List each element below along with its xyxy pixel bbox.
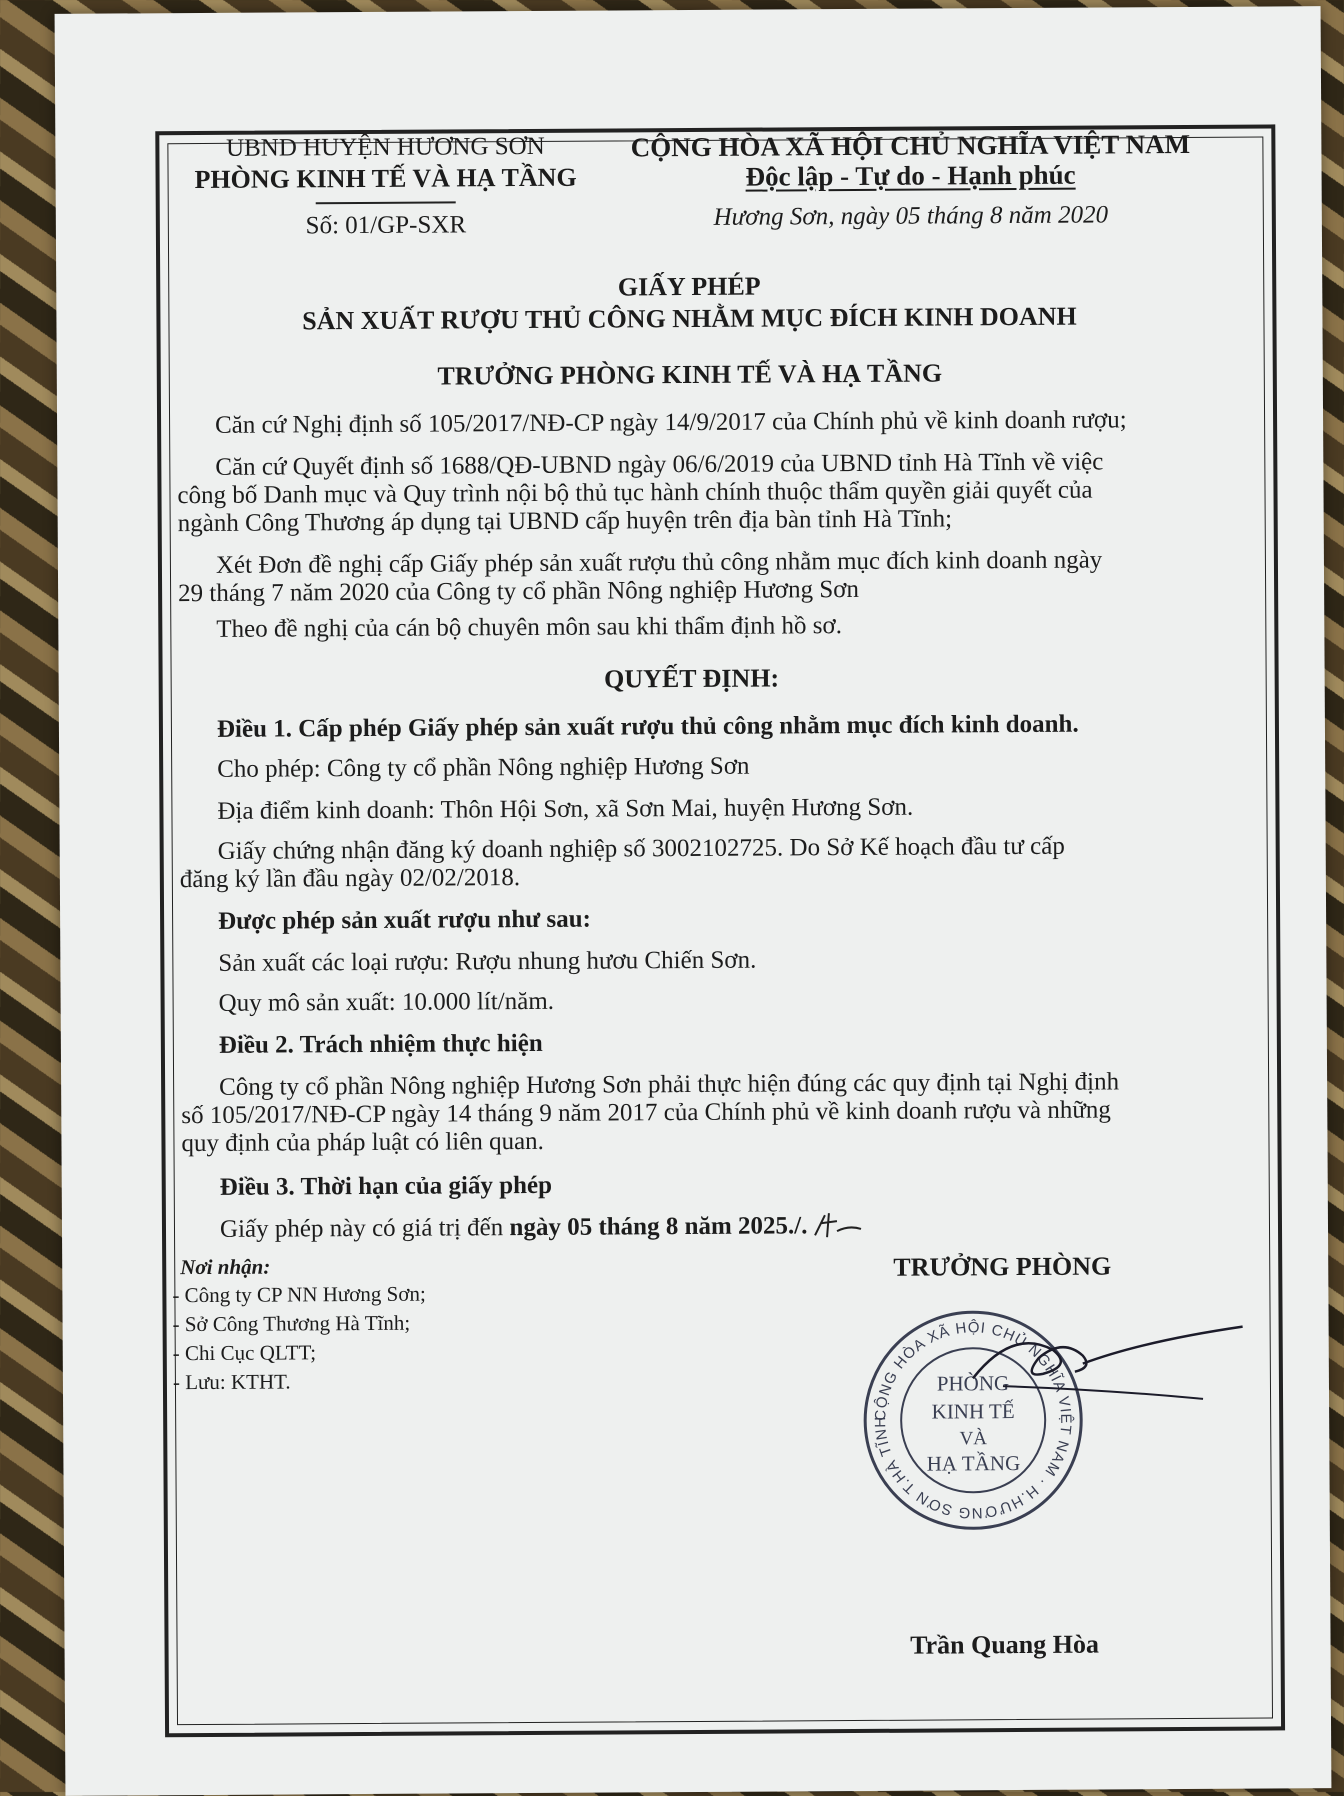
handwritten-signature (942, 1307, 1263, 1419)
article3-validity (220, 1209, 808, 1247)
recipient-item: - Sở Công Thương Hà Tĩnh; (172, 1310, 411, 1337)
preamble-proposal: Theo đề nghị của cán bộ chuyên môn sau khi thẩm định hồ sơ. (216, 612, 842, 643)
article3-heading: Điều 3. Thời hạn của giấy phép (219, 1171, 553, 1201)
article2-line2: số 105/2017/NĐ-CP ngày 14 tháng 9 năm 2017 của Chính phủ về kinh doanh rượu và những (181, 1096, 1111, 1130)
signer-name: Trần Quang Hòa (910, 1629, 1100, 1660)
stamp-ring-text: CỘNG HÒA XÃ HỘI CHỦ NGHĨA VIỆT NAM · H.HƯƠNG SƠN T.HÀ TĨNH (872, 1319, 1075, 1522)
recipient-item: - Công ty CP NN Hương Sơn; (172, 1281, 426, 1308)
validity-prefix: Giấy phép này có giá trị đến (219, 1214, 510, 1243)
article2-line1: Công ty cổ phần Nông nghiệp Hương Sơn phải thực hiện đúng các quy định tại Nghị định (219, 1068, 1120, 1101)
stamp-center-line4: HẠ TẦNG (926, 1451, 1021, 1476)
preamble-decree: Căn cứ Nghị định số 105/2017/NĐ-CP ngày 14/9/2017 của Chính phủ về kinh doanh rượu; (215, 406, 1127, 439)
decision-heading: QUYẾT ĐỊNH: (604, 663, 780, 694)
issue-date: Hương Sơn, ngày 05 tháng 8 năm 2020 (713, 201, 1109, 231)
preamble-application-line2: 29 tháng 7 năm 2020 của Công ty cổ phần Nông nghiệp Hương Sơn (178, 575, 860, 608)
article2-heading: Điều 2. Trách nhiệm thực hiện (218, 1029, 543, 1059)
agency-name: PHÒNG KINH TẾ VÀ HẠ TẦNG (194, 162, 577, 195)
article1-heading: Điều 1. Cấp phép Giấy phép sản xuất rượu thủ công nhằm mục đích kinh doanh. (216, 710, 1079, 743)
article1-cert-line1: Giấy chứng nhận đăng ký doanh nghiệp số 3002102725. Do Sở Kế hoạch đầu tư cấp (217, 832, 1065, 865)
article1-scale: Quy mô sản xuất: 10.000 lít/năm. (218, 987, 555, 1017)
stamp-center-line1: PHÒNG (936, 1371, 1010, 1396)
article1-location: Địa điểm kinh doanh: Thôn Hội Sơn, xã Sơn Mai, huyện Hương Sơn. (217, 793, 914, 825)
recipients-heading: Nơi nhận: (180, 1254, 271, 1280)
national-title: CỘNG HÒA XÃ HỘI CHỦ NGHĨA VIỆT NAM (630, 128, 1191, 163)
document-subtitle: SẢN XUẤT RƯỢU THỦ CÔNG NHẰM MỤC ĐÍCH KINH DOANH (302, 301, 1077, 336)
article1-cert-line2: đăng ký lần đầu ngày 02/02/2018. (179, 864, 521, 894)
article2-line3: quy định của pháp luật có liên quan. (181, 1127, 544, 1158)
preamble-decision-line1: Căn cứ Quyết định số 1688/QĐ-UBND ngày 06/6/2019 của UBND tỉnh Hà Tĩnh về việc (215, 448, 1104, 481)
preamble-decision-line2: công bố Danh mục và Quy trình nội bộ thủ tục hành chính thuộc thẩm quyền giải quyết của (177, 476, 1093, 510)
preamble-decision-line3: ngành Công Thương áp dụng tại UBND cấp huyện trên địa bàn tỉnh Hà Tĩnh; (177, 505, 953, 538)
stamp-center-line2: KINH TẾ (931, 1399, 1015, 1424)
document-number: Số: 01/GP-SXR (305, 211, 467, 240)
validity-date: ngày 05 tháng 8 năm 2025 (509, 1212, 789, 1242)
national-motto: Độc lập - Tự do - Hạnh phúc (745, 159, 1076, 192)
article1-subheading: Được phép sản xuất rượu như sau: (218, 905, 591, 935)
document-title: GIẤY PHÉP (617, 271, 761, 302)
recipient-item: - Lưu: KTHT. (172, 1369, 291, 1395)
validity-suffix: ./. (787, 1212, 808, 1240)
recipient-item: - Chi Cục QLTT; (172, 1340, 317, 1366)
initials-mark (807, 1209, 867, 1243)
document-paper (55, 6, 1332, 1796)
agency-parent: UBND HUYỆN HƯƠNG SƠN (225, 132, 545, 162)
article1-permit-to: Cho phép: Công ty cổ phần Nông nghiệp Hương Sơn (217, 752, 750, 783)
signer-title: TRƯỞNG PHÒNG (893, 1251, 1112, 1282)
article1-products: Sản xuất các loại rượu: Rượu nhung hươu Chiến Sơn. (218, 946, 757, 977)
issuer-title: TRƯỞNG PHÒNG KINH TẾ VÀ HẠ TẦNG (437, 358, 943, 391)
stamp-center-line3: VÀ (959, 1428, 988, 1450)
preamble-application-line1: Xét Đơn đề nghị cấp Giấy phép sản xuất rượu thủ công nhằm mục đích kinh doanh ngày (215, 546, 1103, 579)
